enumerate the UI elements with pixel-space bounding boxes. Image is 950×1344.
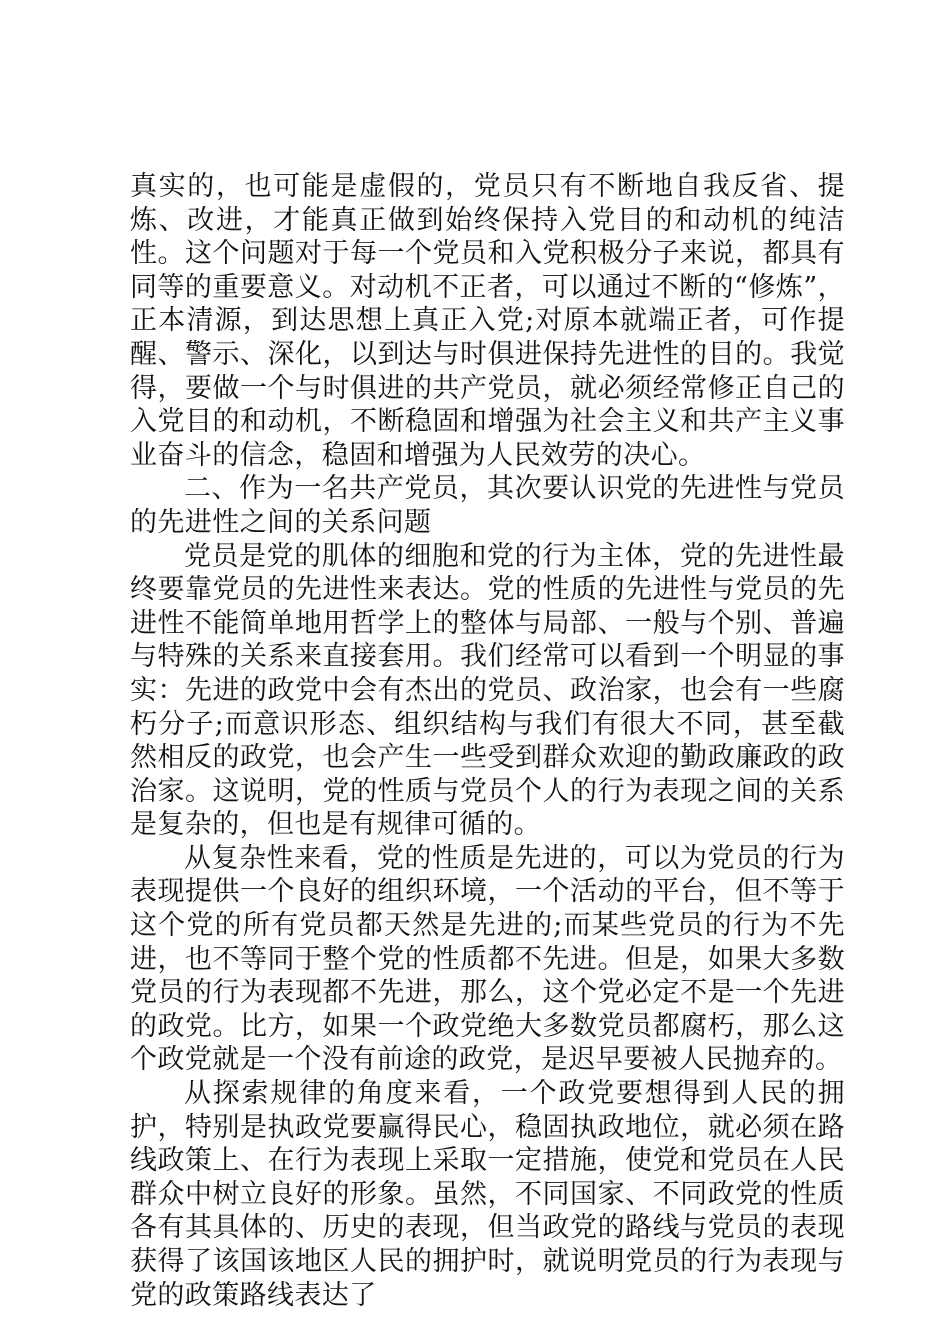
- section-heading-two: 二、作为一名共产党员，其次要认识党的先进性与党员的先进性之间的关系问题: [130, 473, 845, 538]
- paragraph-party-member-cells: 党员是党的肌体的细胞和党的行为主体，党的先进性最终要靠党员的先进性来表达。党的性质的先进性与党员的先进性不能简单地用哲学上的整体与局部、一般与个别、普遍与特殊的关系来直接套用。我们经常可以看到一个明显的事实：先进的政党中会有杰出的党员、政治家，也会有一些腐朽分子;而意识形态、组织结构与我们有很大不同，甚至截然相反的政党，也会产生一些受到群众欢迎的勤政廉政的政治家。这说明，党的性质与党员个人的行为表现之间的关系是复杂的，但也是有规律可循的。: [130, 540, 845, 841]
- paragraph-complexity: 从复杂性来看，党的性质是先进的，可以为党员的行为表现提供一个良好的组织环境，一个活动的平台，但不等于这个党的所有党员都天然是先进的;而某些党员的行为不先进，也不等同于整个党的性质都不先进。但是，如果大多数党员的行为表现都不先进，那么，这个党必定不是一个先进的政党。比方，如果一个政党绝大多数党员都腐朽，那么这个政党就是一个没有前途的政党，是迟早要被人民抛弃的。: [130, 842, 845, 1076]
- paragraph-exploring-rules: 从探索规律的角度来看，一个政党要想得到人民的拥护，特别是执政党要赢得民心，稳固执政地位，就必须在路线政策上、在行为表现上采取一定措施，使党和党员在人民群众中树立良好的形象。虽然，不同国家、不同政党的性质各有其具体的、历史的表现，但当政党的路线与党员的表现获得了该国该地区人民的拥护时，就说明党员的行为表现与党的政策路线表达了: [130, 1078, 845, 1311]
- paragraph-continuation: 真实的，也可能是虚假的，党员只有不断地自我反省、提炼、改进，才能真正做到始终保持入党目的和动机的纯洁性。这个问题对于每一个党员和入党积极分子来说，都具有同等的重要意义。对动机不正者，可以通过不断的“修炼”，正本清源，到达思想上真正入党;对原本就端正者，可作提醒、警示、深化，以到达与时俱进保持先进性的目的。我觉得，要做一个与时俱进的共产党员，就必须经常修正自己的入党目的和动机，不断稳固和增强为社会主义和共产主义事业奋斗的信念，稳固和增强为人民效劳的决心。: [130, 171, 845, 471]
- document-body: [130, 170, 845, 1312]
